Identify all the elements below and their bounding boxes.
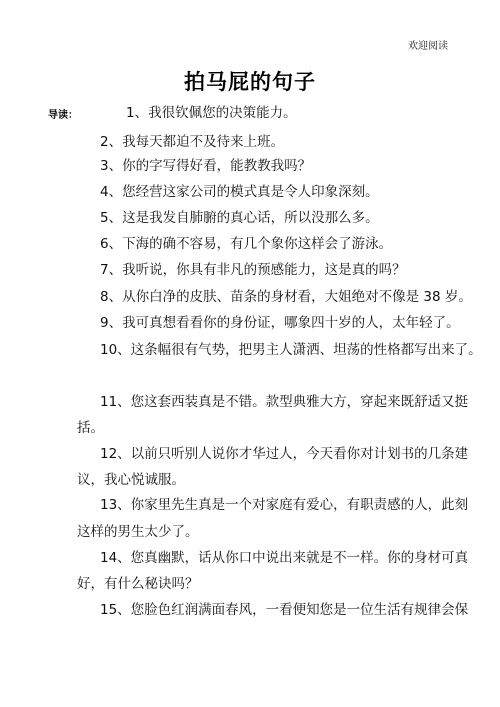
- page-title: 拍马屁的句子: [184, 70, 316, 94]
- list-item: 1、我很钦佩您的决策能力。: [126, 105, 297, 121]
- list-item: 7、我听说，你具有非凡的预感能力，这是真的吗？: [100, 262, 406, 278]
- list-item: 8、从你白净的皮肤、苗条的身材看，大姐绝对不像是 38 岁。: [100, 289, 472, 305]
- list-item: 10、这条幅很有气势，把男主人潇洒、坦荡的性格都写出来了。: [100, 342, 482, 358]
- list-item: 11、您这套西装真是不错。款型典雅大方，穿起来既舒适又挺: [100, 394, 469, 410]
- list-item: 12、以前只听别人说你才华过人，今天看你对计划书的几条建: [100, 446, 469, 462]
- list-item: 6、下海的确不容易，有几个象你这样会了游泳。: [100, 236, 393, 252]
- list-item-continuation: 好，有什么秘诀吗？: [77, 576, 199, 592]
- list-item-continuation: 这样的男生太少了。: [77, 524, 199, 540]
- header-note: 欢迎阅读: [408, 41, 448, 52]
- list-item-continuation: 议，我心悦诚服。: [77, 472, 185, 488]
- list-item: 5、这是我发自肺腑的真心话，所以没那么多。: [100, 210, 379, 226]
- list-item-continuation: 括。: [77, 420, 104, 436]
- list-item: 3、你的字写得好看，能教教我吗？: [100, 158, 312, 174]
- list-item: 4、您经营这家公司的模式真是令人印象深刻。: [100, 184, 379, 200]
- list-item: 14、您真幽默，话从你口中说出来就是不一样。你的身材可真: [100, 550, 469, 566]
- lead-label: 导读：: [48, 110, 78, 121]
- list-item: 2、我每天都迫不及待来上班。: [100, 134, 285, 150]
- list-item: 9、我可真想看看你的身份证，哪象四十岁的人，太年轻了。: [100, 315, 460, 331]
- list-item: 13、你家里先生真是一个对家庭有爱心，有职责感的人，此刻: [100, 497, 469, 513]
- list-item: 15、您脸色红润满面春风，一看便知您是一位生活有规律会保: [100, 602, 469, 618]
